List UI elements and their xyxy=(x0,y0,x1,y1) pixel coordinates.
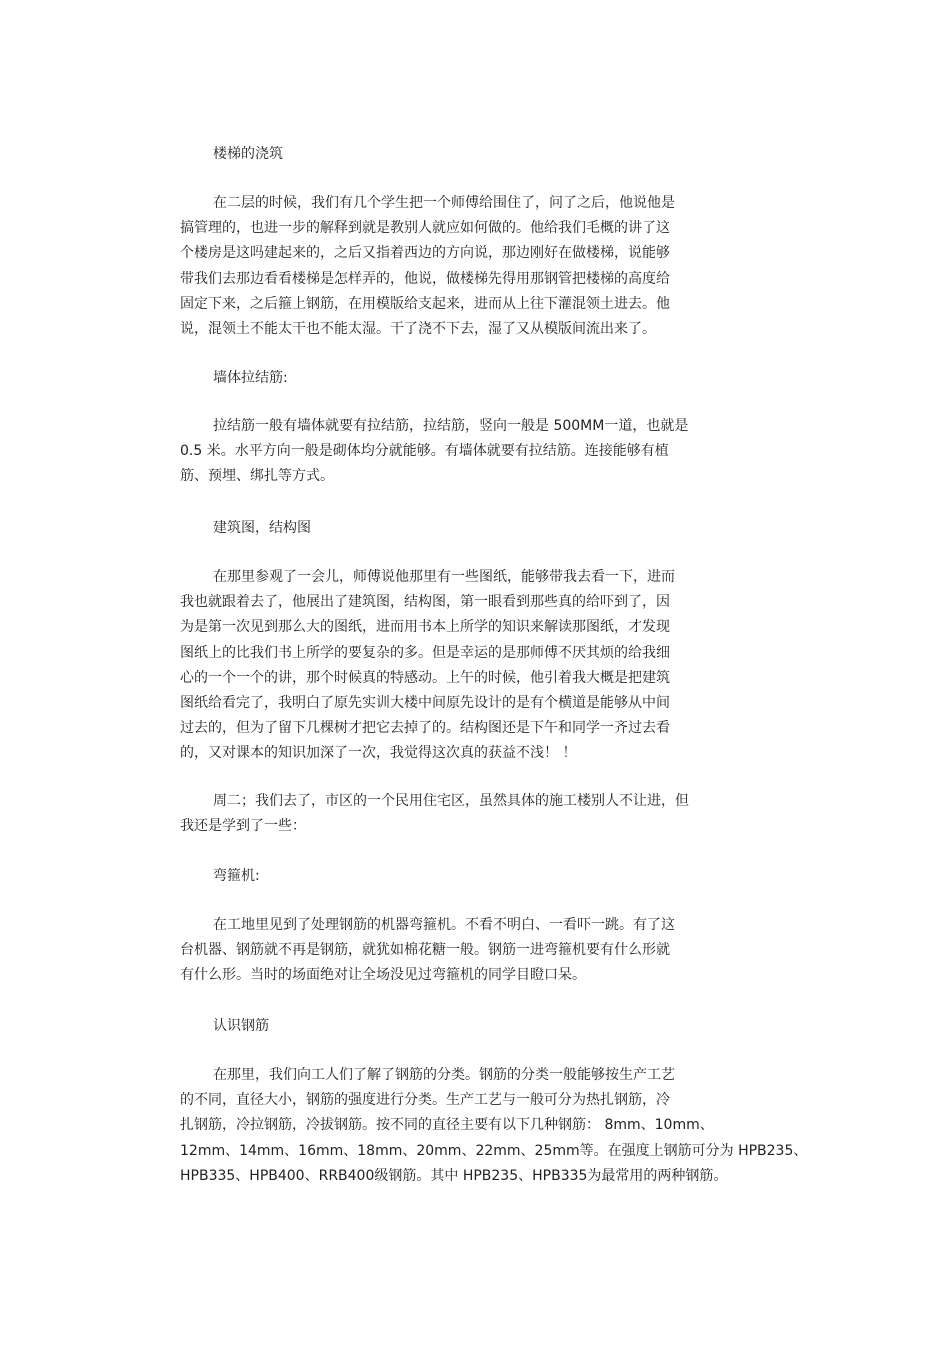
section-heading: 认识钢筋 xyxy=(213,1018,269,1034)
paragraph-line: 在工地里见到了处理钢筋的机器弯箍机。不看不明白、一看吓一跳。有了这 xyxy=(213,917,675,933)
paragraph-line: HPB335、HPB400、RRB400级钢筋。其中 HPB235、HPB335为最常用的两种钢筋。 xyxy=(180,1167,728,1184)
section-steel-bars xyxy=(180,1016,770,1036)
section-bending-machine xyxy=(180,866,770,886)
paragraph-line: 筋、预埋、绑扎等方式。 xyxy=(180,468,334,485)
section-heading: 建筑图，结构图 xyxy=(213,520,311,536)
paragraph-line: 心的一个一个的讲，那个时候真的特感动。上午的时候，他引着我大概是把建筑 xyxy=(180,669,670,686)
section-heading: 弯箍机: xyxy=(213,868,260,884)
section-heading: 楼梯的浇筑 xyxy=(213,146,283,162)
paragraph-line: 有什么形。当时的场面绝对让全场没见过弯箍机的同学目瞪口呆。 xyxy=(180,967,586,984)
paragraph-line: 在二层的时候，我们有几个学生把一个师傅给围住了，问了之后，他说他是 xyxy=(213,195,675,211)
section-drawings xyxy=(180,518,770,538)
section-heading: 墙体拉结筋: xyxy=(213,370,288,386)
paragraph-line: 我也就跟着去了，他展出了建筑图，结构图，第一眼看到那些真的给吓到了，因 xyxy=(180,594,670,611)
section-wall-tie-bar xyxy=(180,368,770,388)
paragraph-line: 的不同，直径大小，钢筋的强度进行分类。生产工艺与一般可分为热扎钢筋，冷 xyxy=(180,1092,670,1109)
paragraph-line: 拉结筋一般有墙体就要有拉结筋，拉结筋，竖向一般是 500MM一道，也就是 xyxy=(213,418,689,434)
paragraph-line: 在那里参观了一会儿，师傅说他那里有一些图纸，能够带我去看一下，进而 xyxy=(213,569,675,585)
paragraph-line: 12mm、14mm、16mm、18mm、20mm、22mm、25mm等。在强度上钢筋可分为 HPB235、 xyxy=(180,1142,808,1159)
paragraph-line: 周二；我们去了，市区的一个民用住宅区，虽然具体的施工楼别人不让进，但 xyxy=(213,793,689,809)
paragraph-line: 固定下来，之后箍上钢筋，在用模版给支起来，进而从上往下灌混领土进去。他 xyxy=(180,295,670,312)
section-stair-casting xyxy=(180,144,770,164)
paragraph-tuesday xyxy=(180,789,770,839)
paragraph-line: 在那里，我们向工人们了解了钢筋的分类。钢筋的分类一般能够按生产工艺 xyxy=(213,1067,675,1083)
paragraph-line: 图纸上的比我们书上所学的要复杂的多。但是幸运的是那师傅不厌其烦的给我细 xyxy=(180,644,670,661)
paragraph-line: 带我们去那边看看楼梯是怎样弄的，他说，做楼梯先得用那钢管把楼梯的高度给 xyxy=(180,270,670,287)
paragraph-line: 搞管理的，也进一步的解释到就是教别人就应如何做的。他给我们毛概的讲了这 xyxy=(180,220,670,237)
paragraph-line: 0.5 米。水平方向一般是砌体均分就能够。有墙体就要有拉结筋。连接能够有植 xyxy=(180,443,669,460)
paragraph-bending-machine xyxy=(180,913,770,989)
paragraph-drawings xyxy=(180,565,770,767)
paragraph-steel-bars xyxy=(180,1063,808,1189)
paragraph-line: 扎钢筋，冷拉钢筋，冷拔钢筋。按不同的直径主要有以下几种钢筋： 8mm、10mm、 xyxy=(180,1117,714,1134)
paragraph-line: 为是第一次见到那么大的图纸，进而用书本上所学的知识来解读那图纸，才发现 xyxy=(180,619,670,636)
paragraph-line: 说，混领土不能太干也不能太湿。干了浇不下去，湿了又从模版间流出来了。 xyxy=(180,320,656,337)
paragraph-line: 我还是学到了一些： xyxy=(180,818,306,835)
paragraph-line: 图纸给看完了，我明白了原先实训大楼中间原先设计的是有个横道是能够从中间 xyxy=(180,694,670,711)
paragraph-stair-casting xyxy=(180,191,770,342)
paragraph-line: 的，又对课本的知识加深了一次，我觉得这次真的获益不浅！ ！ xyxy=(180,745,577,762)
paragraph-line: 过去的，但为了留下几棵树才把它去掉了的。结构图还是下午和同学一齐过去看 xyxy=(180,720,670,737)
paragraph-wall-tie-bar xyxy=(180,414,770,490)
paragraph-line: 台机器、钢筋就不再是钢筋，就犹如棉花糖一般。钢筋一进弯箍机要有什么形就 xyxy=(180,942,670,959)
paragraph-line: 个楼房是这吗建起来的，之后又指着西边的方向说，那边刚好在做楼梯，说能够 xyxy=(180,245,670,262)
